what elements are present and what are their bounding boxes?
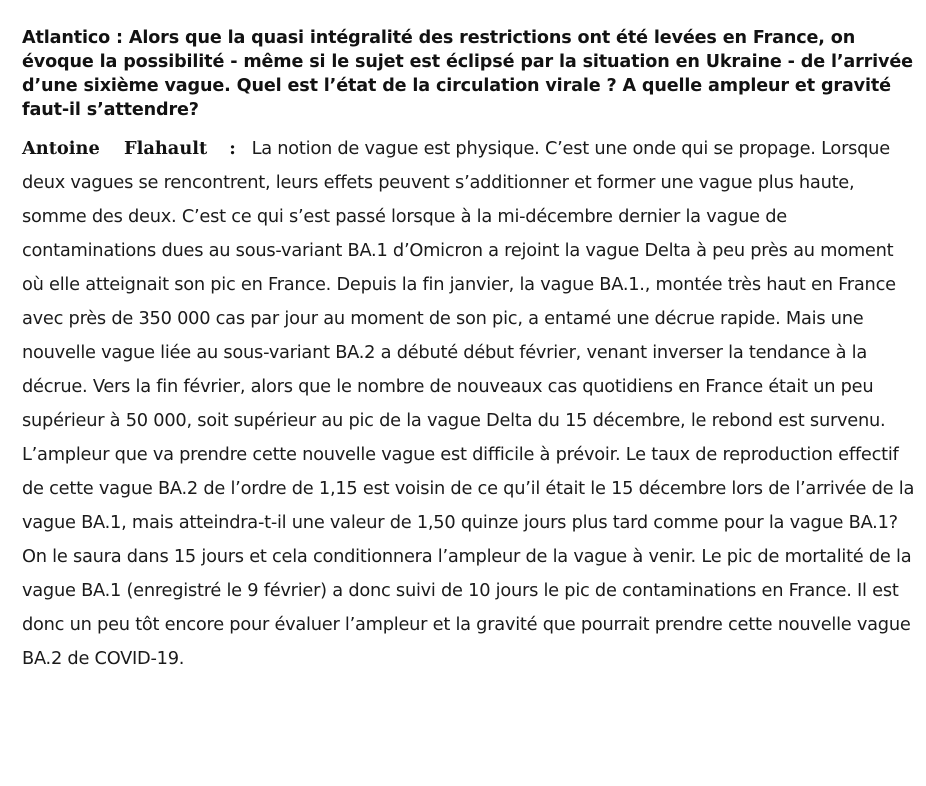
speaker-name: Antoine Flahault [22, 138, 208, 159]
speaker-separator: : [229, 138, 236, 159]
interview-answer: La notion de vague est physique. C’est une onde qui se propage. Lorsque deux vagues se rencontrent, leurs effets peuvent s’additionner et former une vague plus haute, somme des deux. C’est ce qui s’est passé lorsque à la mi-décembre dernier la vague de contaminations dues au sous-variant BA.1 d’Omicron a rejoint la vague Delta à peu près au moment où elle atteignait son pic en France. Depuis la fin janvier, la vague BA.1., montée très haut en France avec près de 350 000 cas par jour au moment de son pic, a entamé une décrue rapide. Mais une nouvelle vague liée au sous-variant BA.2 a débuté début février, venant inverser la tendance à la décrue. Vers la fin février, alors que le nombre de nouveaux cas quotidiens en France était un peu supérieur à 50 000, soit supérieur au pic de la vague Delta du 15 décembre, le rebond est survenu. L’ampleur que va prendre cette nouvelle vague est difficile à prévoir. Le taux de reproduction effectif de cette vague BA.2 de l’ordre de 1,15 est voisin de ce qu’il était le 15 décembre lors de l’arrivée de la vague BA.1, mais atteindra-t-il une valeur de 1,50 quinze jours plus tard comme pour la vague BA.1? On le saura dans 15 jours et cela conditionnera l’ampleur de la vague à venir. Le pic de mortalité de la vague BA.1 (enregistré le 9 février) a donc suivi de 10 jours le pic de contaminations en France. Il est donc un peu tôt encore pour évaluer l’ampleur et la gravité que pourrait prendre cette nouvelle vague BA.2 de COVID-19. [22, 138, 915, 669]
interview-answer-paragraph [22, 132, 918, 676]
article-body [22, 26, 918, 676]
interview-question: Atlantico : Alors que la quasi intégralité des restrictions ont été levées en France, on évoque la possibilité - même si le sujet est éclipsé par la situation en Ukraine - de l’arrivée d’une sixième vague. Quel est l’état de la circulation virale ? A quelle ampleur et gravité faut-il s’attendre? [22, 28, 913, 120]
